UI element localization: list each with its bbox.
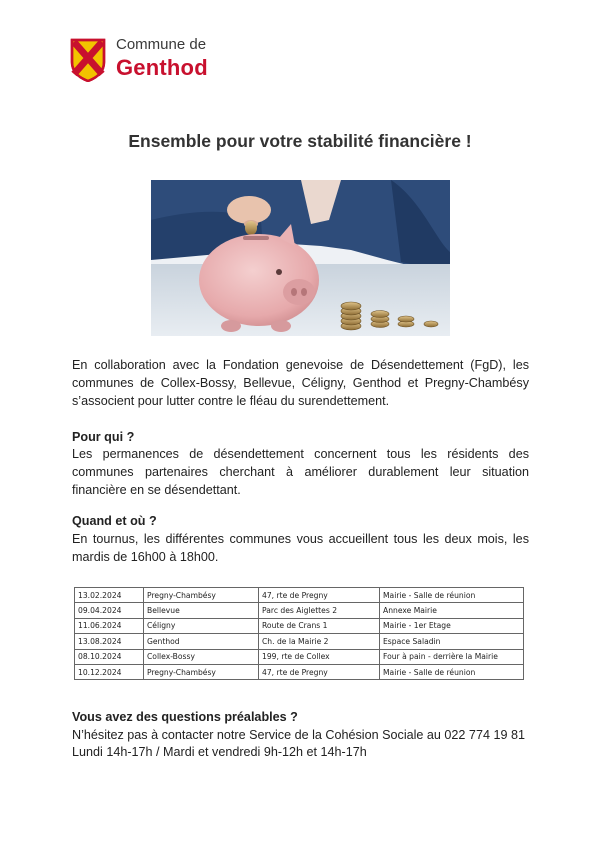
piggy-bank-photo xyxy=(151,180,450,336)
coat-of-arms-icon xyxy=(70,38,106,82)
address-cell: 47, rte de Pregny xyxy=(259,664,380,679)
when-heading: Quand et où ? xyxy=(72,514,157,528)
table-row xyxy=(75,588,524,603)
questions-heading: Vous avez des questions préalables ? xyxy=(72,710,298,724)
location-cell: Mairie - Salle de réunion xyxy=(380,664,524,679)
logo-text-line2: Genthod xyxy=(116,55,208,80)
date-cell: 10.12.2024 xyxy=(75,664,144,679)
date-cell: 11.06.2024 xyxy=(75,618,144,633)
date-cell: 13.02.2024 xyxy=(75,588,144,603)
commune-cell: Pregny-Chambésy xyxy=(144,664,259,679)
location-cell: Mairie - Salle de réunion xyxy=(380,588,524,603)
when-paragraph: En tournus, les différentes communes vous accueillent tous les deux mois, les mardis de 16h00 à 18h00. xyxy=(72,532,529,564)
commune-logo xyxy=(70,36,230,86)
intro-paragraph: En collaboration avec la Fondation genevoise de Désendettement (FgD), les communes de Collex-Bossy, Bellevue, Céligny, Genthod et Pregny-Chambésy s’associent pour lutter contre le fléau du surendettement. xyxy=(72,358,529,408)
date-cell: 08.10.2024 xyxy=(75,649,144,664)
date-cell: 09.04.2024 xyxy=(75,603,144,618)
table-row xyxy=(75,634,524,649)
address-cell: Route de Crans 1 xyxy=(259,618,380,633)
commune-cell: Céligny xyxy=(144,618,259,633)
contact-line: N’hésitez pas à contacter notre Service de la Cohésion Sociale au 022 774 19 81 xyxy=(72,728,525,742)
address-cell: 199, rte de Collex xyxy=(259,649,380,664)
date-cell: 13.08.2024 xyxy=(75,634,144,649)
commune-cell: Collex-Bossy xyxy=(144,649,259,664)
logo-text-line1: Commune de xyxy=(116,36,207,53)
schedule-table xyxy=(74,587,524,680)
hours-line: Lundi 14h-17h / Mardi et vendredi 9h-12h et 14h-17h xyxy=(72,745,367,759)
address-cell: Parc des Aiglettes 2 xyxy=(259,603,380,618)
table-row xyxy=(75,664,524,679)
location-cell: Espace Saladin xyxy=(380,634,524,649)
address-cell: Ch. de la Mairie 2 xyxy=(259,634,380,649)
table-row xyxy=(75,649,524,664)
table-row xyxy=(75,618,524,633)
page-title: Ensemble pour votre stabilité financière ! xyxy=(128,131,472,151)
who-heading: Pour qui ? xyxy=(72,430,135,444)
location-cell: Four à pain - derrière la Mairie xyxy=(380,649,524,664)
commune-cell: Genthod xyxy=(144,634,259,649)
table-row xyxy=(75,603,524,618)
commune-cell: Bellevue xyxy=(144,603,259,618)
who-paragraph: Les permanences de désendettement concernent tous les résidents des communes partenaires cherchant à améliorer durablement leur situation financière en se désendettant. xyxy=(72,447,529,497)
commune-cell: Pregny-Chambésy xyxy=(144,588,259,603)
location-cell: Annexe Mairie xyxy=(380,603,524,618)
location-cell: Mairie - 1er Etage xyxy=(380,618,524,633)
address-cell: 47, rte de Pregny xyxy=(259,588,380,603)
